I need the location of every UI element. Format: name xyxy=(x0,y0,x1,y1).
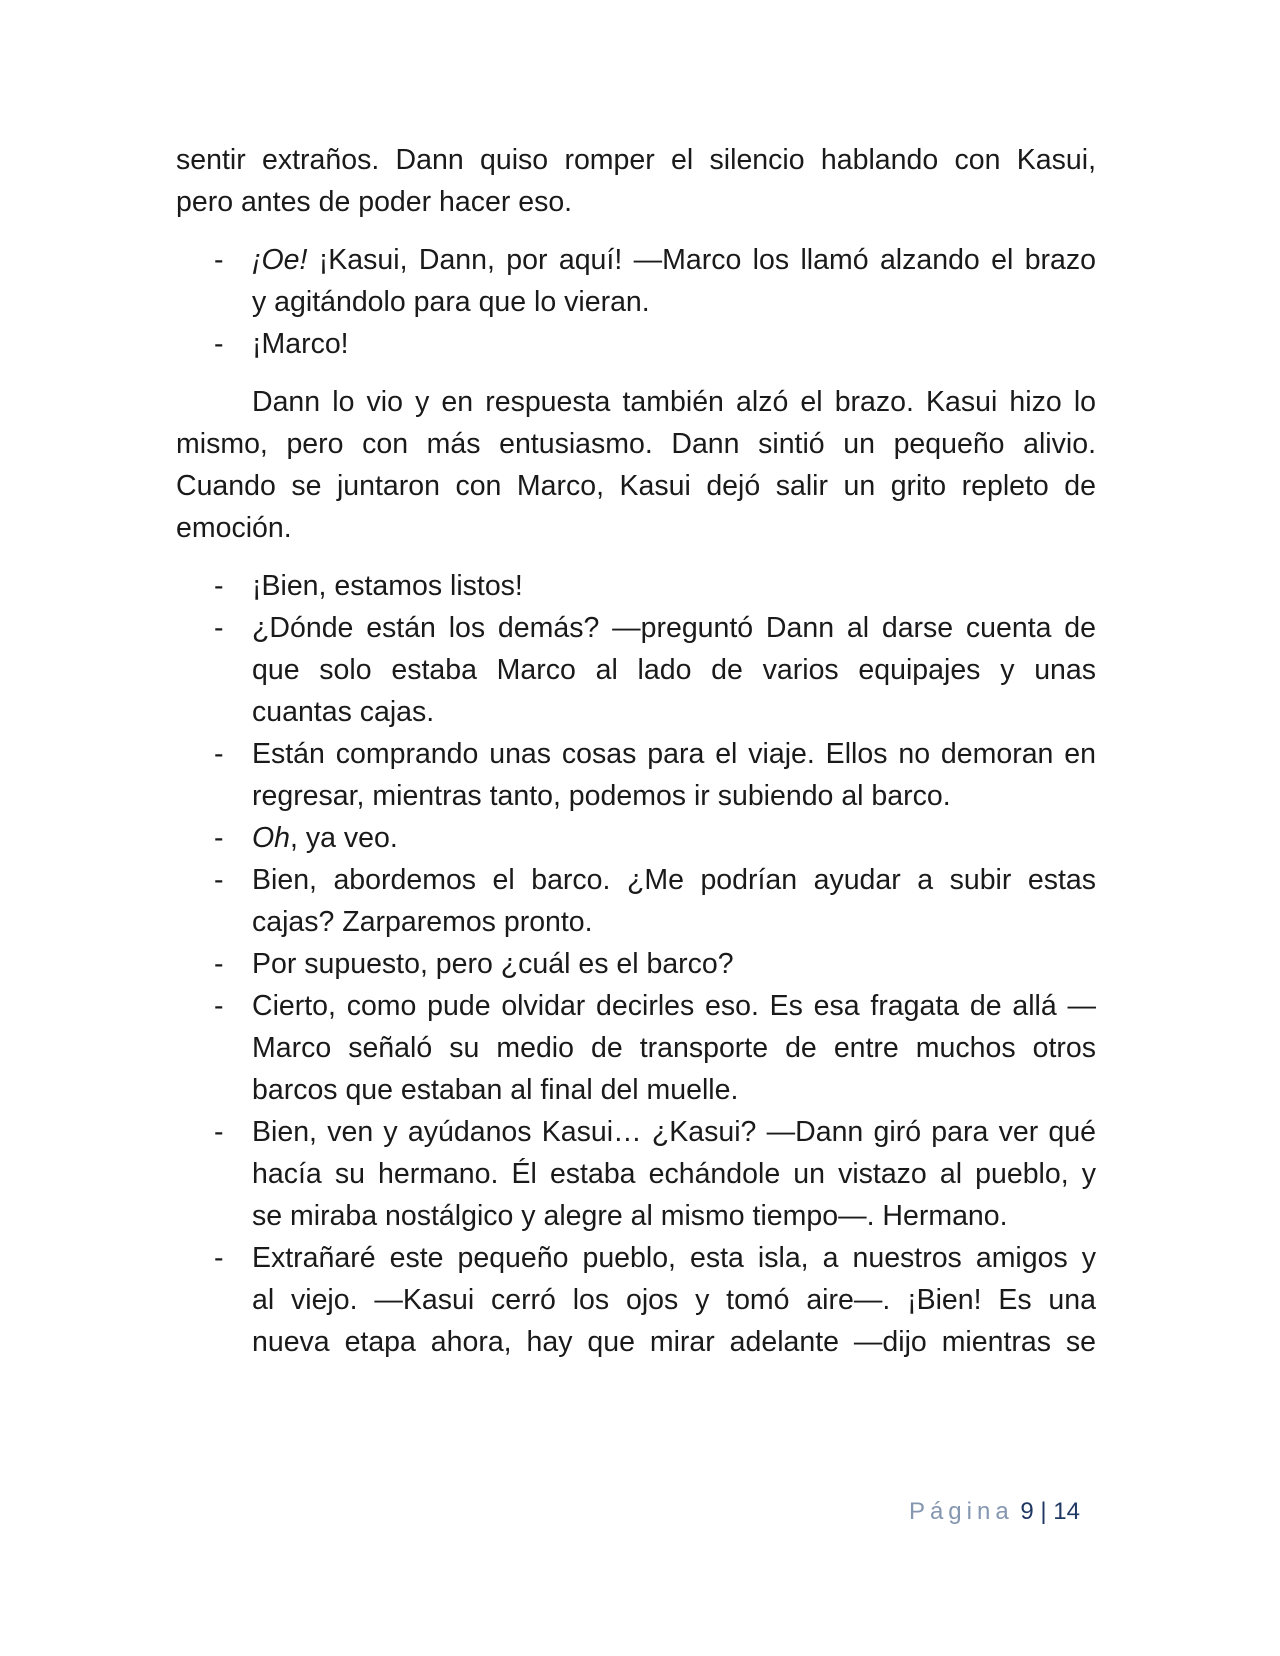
dialogue-line: Por supuesto, pero ¿cuál es el barco? xyxy=(252,948,734,980)
dialogue-line: regresar, mientras tanto, podemos ir subiendo al barco. xyxy=(252,780,951,812)
dialogue-dash: - xyxy=(214,612,224,644)
dialogue-dash: - xyxy=(214,738,224,770)
italic-interjection: Oh xyxy=(252,822,291,854)
dialogue-text: ¡Kasui, Dann, por aquí! —Marco los llamó alzando el brazo xyxy=(307,244,1096,276)
dialogue-dash: - xyxy=(214,990,224,1022)
dialogue-line: que solo estaba Marco al lado de varios equipajes y unas xyxy=(252,654,1096,686)
dialogue-text: , ya veo. xyxy=(290,822,398,854)
dialogue-line: nueva etapa ahora, hay que mirar adelante —dijo mientras se xyxy=(252,1326,1096,1358)
dialogue-line: cajas? Zarparemos pronto. xyxy=(252,906,593,938)
dialogue-line: Extrañaré este pequeño pueblo, esta isla, a nuestros amigos y xyxy=(252,1242,1096,1274)
dialogue-dash: - xyxy=(214,1242,224,1274)
paragraph-line: emoción. xyxy=(176,512,292,544)
dialogue-line: se miraba nostálgico y alegre al mismo tiempo—. Hermano. xyxy=(252,1200,1008,1232)
dialogue-dash: - xyxy=(214,948,224,980)
italic-interjection: ¡Oe! xyxy=(252,244,308,276)
dialogue-dash: - xyxy=(214,570,224,602)
paragraph-line: pero antes de poder hacer eso. xyxy=(176,186,573,218)
dialogue-line: ¡Marco! xyxy=(252,328,349,360)
dialogue-line xyxy=(252,816,1096,860)
dialogue-line: hacía su hermano. Él estaba echándole un vistazo al pueblo, y xyxy=(252,1158,1096,1190)
dialogue-line xyxy=(252,238,1096,282)
dialogue-dash: - xyxy=(214,328,224,360)
dialogue-line: Bien, ven y ayúdanos Kasui… ¿Kasui? —Dann giró para ver qué xyxy=(252,1116,1096,1148)
page-number: 9 xyxy=(1020,1498,1034,1525)
dialogue-line: Cierto, como pude olvidar decirles eso. Es esa fragata de allá — xyxy=(252,990,1096,1022)
dialogue-line: Marco señaló su medio de transporte de entre muchos otros xyxy=(252,1032,1096,1064)
page-total: 14 xyxy=(1053,1498,1080,1525)
dialogue-line: barcos que estaban al final del muelle. xyxy=(252,1074,739,1106)
dialogue-line: ¡Bien, estamos listos! xyxy=(252,570,523,602)
page-footer xyxy=(900,1496,1080,1528)
dialogue-line: Bien, abordemos el barco. ¿Me podrían ayudar a subir estas xyxy=(252,864,1096,896)
dialogue-line: cuantas cajas. xyxy=(252,696,435,728)
dialogue-line: Están comprando unas cosas para el viaje. Ellos no demoran en xyxy=(252,738,1096,770)
dialogue-line: y agitándolo para que lo vieran. xyxy=(252,286,650,318)
paragraph-line: Dann lo vio y en respuesta también alzó el brazo. Kasui hizo lo xyxy=(252,386,1096,418)
dialogue-dash: - xyxy=(214,1116,224,1148)
dialogue-dash: - xyxy=(214,244,224,276)
dialogue-line: ¿Dónde están los demás? —preguntó Dann al darse cuenta de xyxy=(252,612,1096,644)
paragraph-line: Cuando se juntaron con Marco, Kasui dejó salir un grito repleto de xyxy=(176,470,1096,502)
paragraph-line: mismo, pero con más entusiasmo. Dann sintió un pequeño alivio. xyxy=(176,428,1096,460)
dialogue-line: al viejo. —Kasui cerró los ojos y tomó aire—. ¡Bien! Es una xyxy=(252,1284,1096,1316)
page-separator: | xyxy=(1040,1498,1047,1525)
dialogue-dash: - xyxy=(214,864,224,896)
page-label: Página xyxy=(908,1498,1014,1525)
paragraph-line: sentir extraños. Dann quiso romper el silencio hablando con Kasui, xyxy=(176,144,1096,176)
dialogue-dash: - xyxy=(214,822,224,854)
